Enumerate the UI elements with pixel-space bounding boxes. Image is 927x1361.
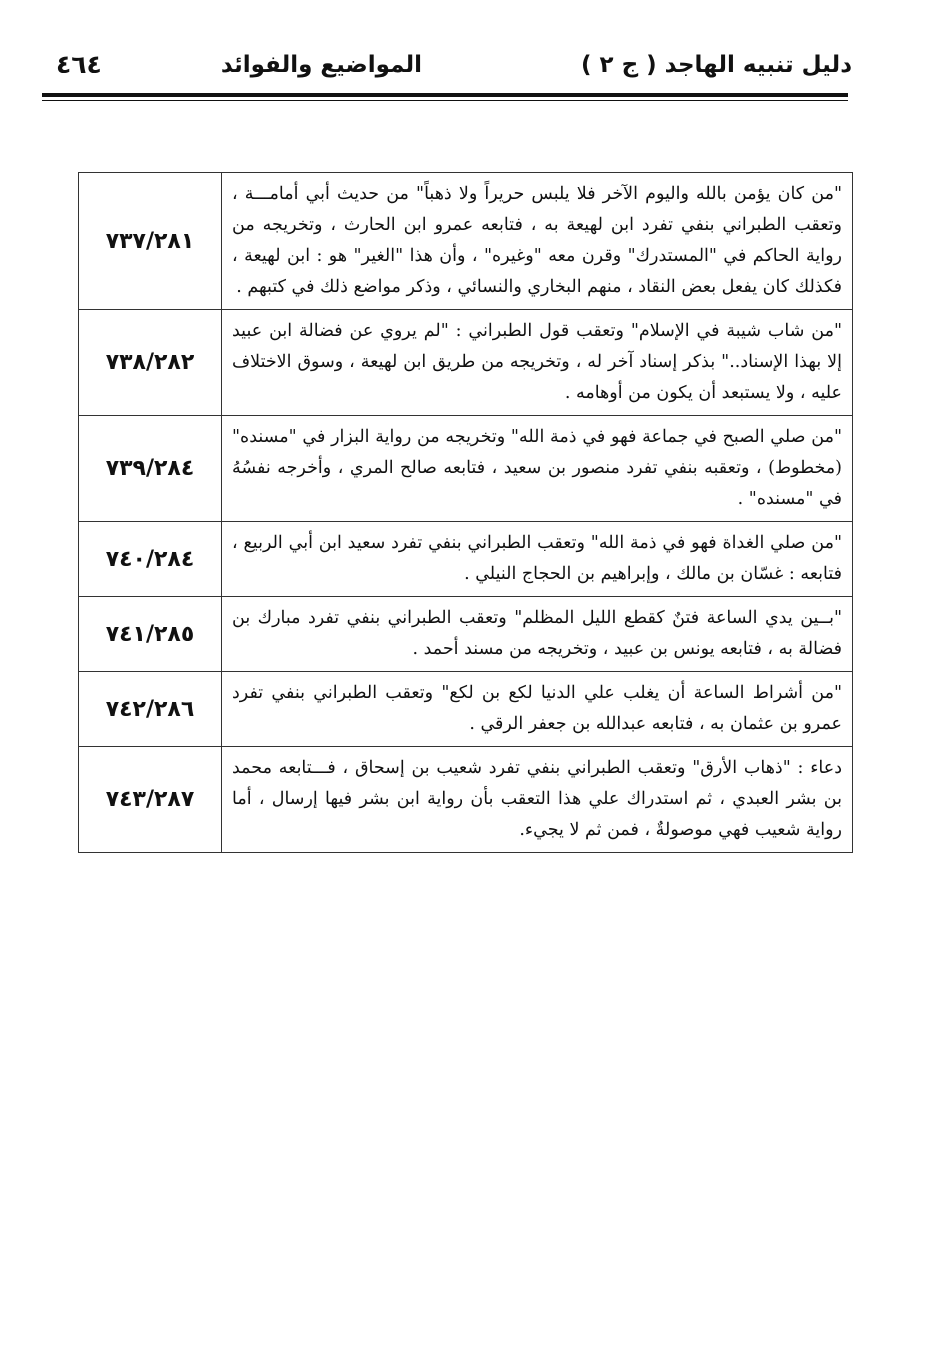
page-header (42, 52, 852, 88)
section-title: المواضيع والفوائد (220, 52, 422, 78)
table-row (79, 310, 853, 416)
table-row (79, 416, 853, 522)
topic-description: "من صلي الصبح في جماعة فهو في ذمة الله" وتخريجه من رواية البزار في "مسنده" (مخطوط) ، وتعقبه بنفي تفرد منصور بن سعيد ، فتابعه صالح المري ، وأخرجه نفسُهُ في "مسنده" . (222, 416, 853, 522)
reference-number: ٧٤١/٢٨٥ (79, 597, 222, 672)
topics-table (78, 172, 853, 853)
reference-number: ٧٤٢/٢٨٦ (79, 672, 222, 747)
table-row (79, 173, 853, 310)
topic-description: "من كان يؤمن بالله واليوم الآخر فلا يلبس حريراً ولا ذهباً" من حديث أبي أمامـــة ، وتعقب الطبراني بنفي تفرد ابن لهيعة به ، فتابعه عمرو ابن الحارث ، وتخريجه من رواية الحاكم في "المستدرك" وقرن معه "وغيره" ، وأن هذا "الغير" هو : ابن لهيعة ، فكذلك كان يفعل بعض النقاد ، منهم البخاري والنسائي ، وذكر مواضع ذلك في كتبهم . (222, 173, 853, 310)
header-rule-thick (42, 93, 848, 97)
table-row (79, 522, 853, 597)
reference-number: ٧٣٩/٢٨٤ (79, 416, 222, 522)
topic-description: دعاء : "ذهاب الأرق" وتعقب الطبراني بنفي تفرد شعيب بن إسحاق ، فـــتابعه محمد بن بشر العبدي ، ثم استدراك علي هذا التعقب بأن رواية ابن بشر فيها إرسال ، أما رواية شعيب فهي موصولةٌ ، فمن ثم لا يجيء. (222, 747, 853, 853)
topic-description: "من شاب شيبة في الإسلام" وتعقب قول الطبراني : "لم يروي عن فضالة ابن عبيد إلا بهذا الإسناد.." بذكر إسناد آخر له ، وتخريجه من طريق ابن لهيعة ، وسوق الاختلاف عليه ، ولا يستبعد أن يكون من أوهامه . (222, 310, 853, 416)
header-rule-thin (42, 100, 848, 101)
topic-description: "من أشراط الساعة أن يغلب علي الدنيا لكع بن لكع" وتعقب الطبراني بنفي تفرد عمرو بن عثمان به ، فتابعه عبدالله بن جعفر الرقي . (222, 672, 853, 747)
reference-number: ٧٤٣/٢٨٧ (79, 747, 222, 853)
table-row (79, 597, 853, 672)
topic-description: "بــين يدي الساعة فتنٌ كقطع الليل المظلم" وتعقب الطبراني بنفي تفرد مبارك بن فضالة به ، فتابعه يونس بن عبيد ، وتخريجه من مسند أحمد . (222, 597, 853, 672)
reference-number: ٧٣٨/٢٨٢ (79, 310, 222, 416)
reference-number: ٧٤٠/٢٨٤ (79, 522, 222, 597)
page-number: ٤٦٤ (56, 50, 102, 79)
table-row (79, 747, 853, 853)
table-row (79, 672, 853, 747)
book-title: دليل تنبيه الهاجد ( ج ٢ ) (580, 52, 852, 78)
topic-description: "من صلي الغداة فهو في ذمة الله" وتعقب الطبراني بنفي تفرد سعيد ابن أبي الربيع ، فتابعه : غسّان بن مالك ، وإبراهيم بن الحجاج النيلي . (222, 522, 853, 597)
reference-number: ٧٣٧/٢٨١ (79, 173, 222, 310)
